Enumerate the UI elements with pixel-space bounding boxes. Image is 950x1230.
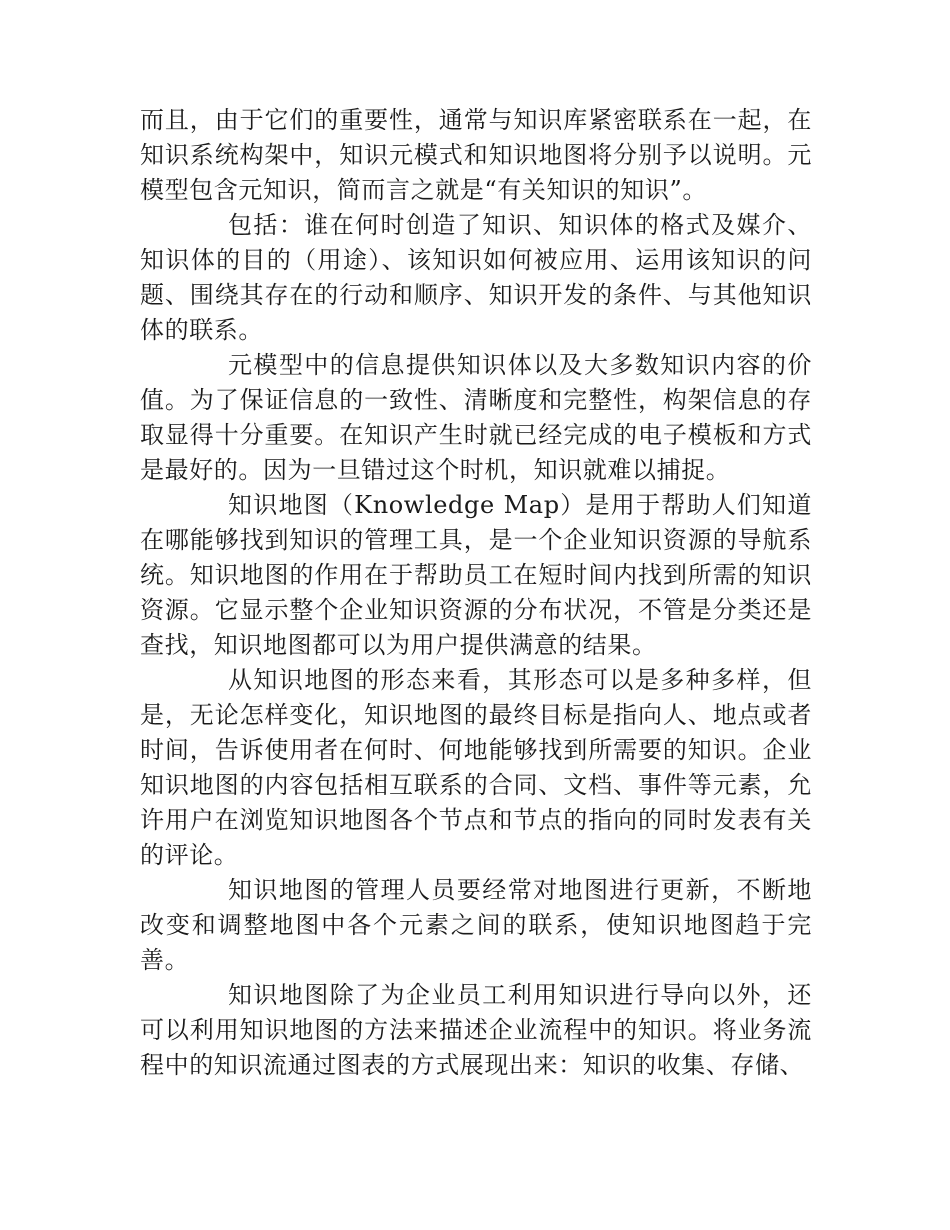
document-body — [140, 103, 812, 1083]
paragraph-4: 知识地图（Knowledge Map）是用于帮助人们知道在哪能够找到知识的管理工具，是一个企业知识资源的导航系统。知识地图的作用在于帮助员工在短时间内找到所需的知识资源。它显示整个企业知识资源的分布状况，不管是分类还是查找，知识地图都可以为用户提供满意的结果。 — [140, 491, 812, 659]
paragraph-7: 知识地图除了为企业员工利用知识进行导向以外，还可以利用知识地图的方法来描述企业流程中的知识。将业务流程中的知识流通过图表的方式展现出来：知识的收集、存储、 — [140, 981, 812, 1079]
paragraph-1: 而且，由于它们的重要性，通常与知识库紧密联系在一起，在知识系统构架中，知识元模式和知识地图将分别予以说明。元模型包含元知识，简而言之就是“有关知识的知识”。 — [140, 106, 812, 204]
paragraph-5: 从知识地图的形态来看，其形态可以是多种多样，但是，无论怎样变化，知识地图的最终目标是指向人、地点或者时间，告诉使用者在何时、何地能够找到所需要的知识。企业知识地图的内容包括相互联系的合同、文档、事件等元素，允许用户在浏览知识地图各个节点和节点的指向的同时发表有关的评论。 — [140, 666, 812, 869]
paragraph-6: 知识地图的管理人员要经常对地图进行更新，不断地改变和调整地图中各个元素之间的联系，使知识地图趋于完善。 — [140, 876, 812, 974]
paragraph-3: 元模型中的信息提供知识体以及大多数知识内容的价值。为了保证信息的一致性、清晰度和完整性，构架信息的存取显得十分重要。在知识产生时就已经完成的电子模板和方式是最好的。因为一旦错过这个时机，知识就难以捕捉。 — [140, 351, 812, 484]
paragraph-2: 包括：谁在何时创造了知识、知识体的格式及媒介、知识体的目的（用途）、该知识如何被应用、运用该知识的问题、围绕其存在的行动和顺序、知识开发的条件、与其他知识体的联系。 — [140, 211, 812, 344]
